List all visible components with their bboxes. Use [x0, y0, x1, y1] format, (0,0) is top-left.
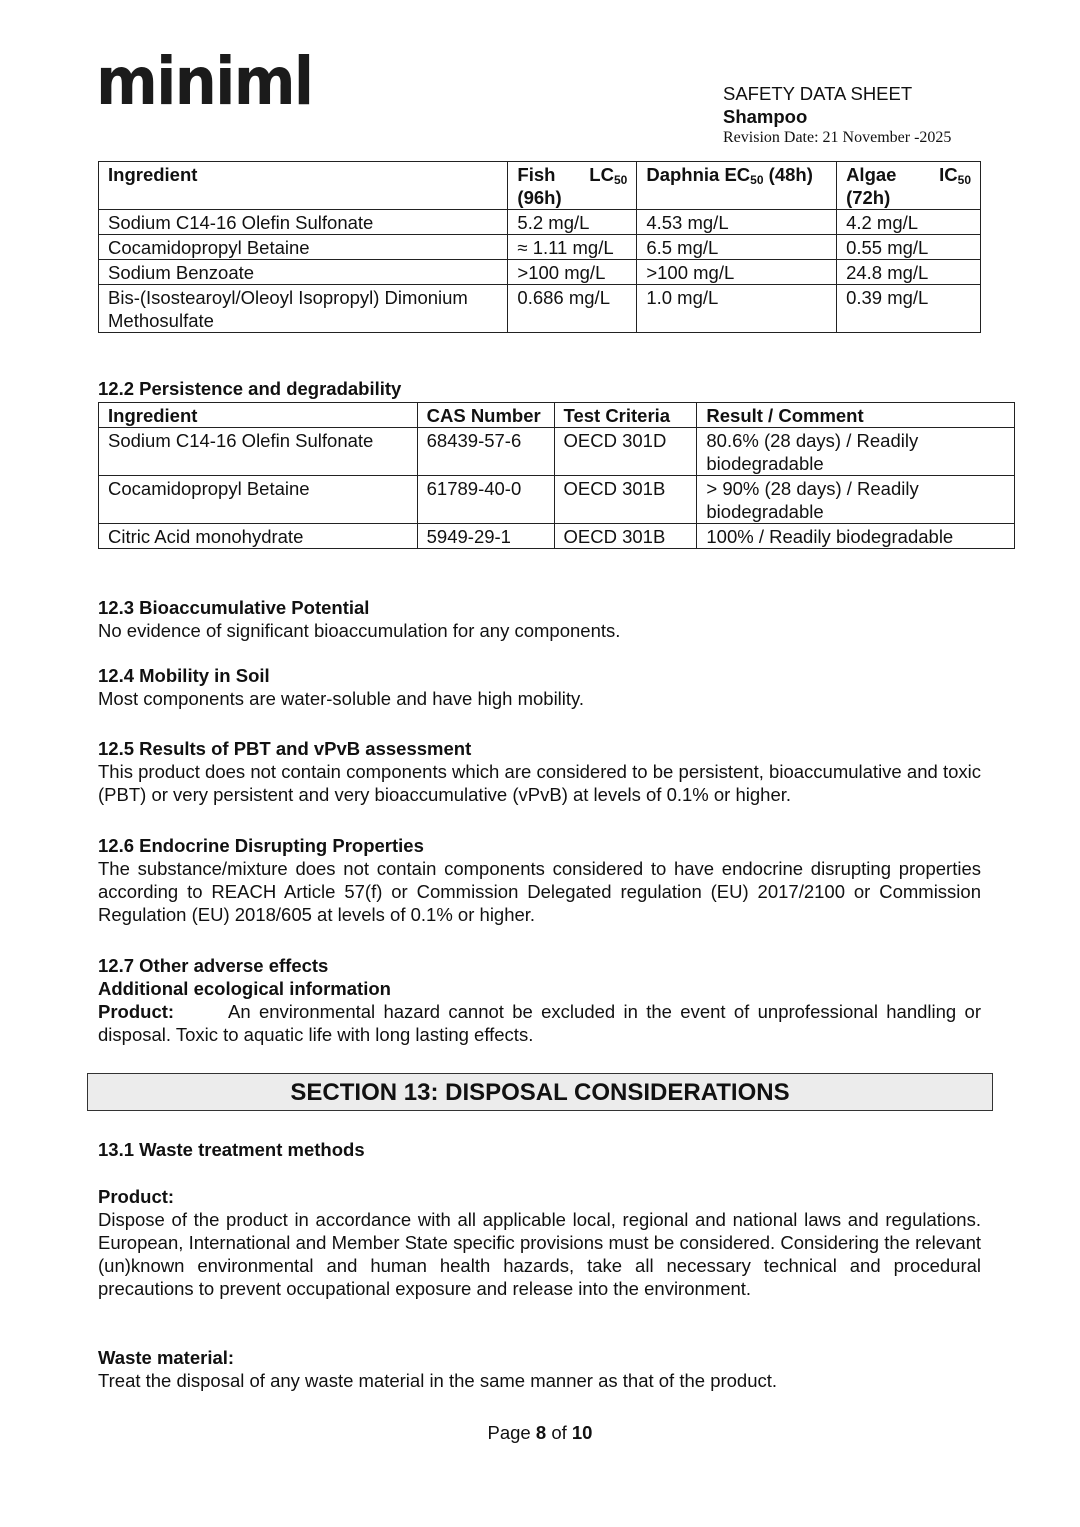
section-13-1-title: 13.1 Waste treatment methods	[98, 1139, 365, 1160]
table-cell: 68439-57-6	[417, 428, 554, 476]
section-12-4	[98, 664, 981, 710]
section-12-3-text: No evidence of significant bioaccumulation for any components.	[98, 620, 621, 641]
section-12-5-title: 12.5 Results of PBT and vPvB assessment	[98, 738, 472, 759]
toxicity-table	[98, 161, 981, 333]
col-header-result: Result / Comment	[697, 403, 1015, 428]
col-header-ingredient: Ingredient	[99, 403, 418, 428]
section-12-7	[98, 954, 981, 1046]
table-cell: ≈ 1.11 mg/L	[508, 235, 637, 260]
table-row	[99, 428, 1015, 476]
table-cell: Sodium C14-16 Olefin Sulfonate	[99, 428, 418, 476]
page-total: 10	[571, 1422, 593, 1443]
table-cell: > 90% (28 days) / Readily biodegradable	[697, 476, 1015, 524]
product-label: Product:	[98, 1186, 175, 1207]
table-cell: 1.0 mg/L	[637, 285, 837, 333]
persistence-table	[98, 402, 1015, 549]
table-cell: 5949-29-1	[417, 524, 554, 549]
table-row	[99, 260, 981, 285]
col-header-test: Test Criteria	[554, 403, 697, 428]
daphnia-label: Daphnia EC	[646, 164, 751, 185]
table-cell: Citric Acid monohydrate	[99, 524, 418, 549]
revision-date: Revision Date: 21 November -2025	[723, 129, 952, 146]
page-footer	[0, 1421, 1080, 1444]
table-cell: 0.55 mg/L	[837, 235, 981, 260]
table-cell: Bis-(Isostearoyl/Oleoyl Isopropyl) Dimonium Methosulfate	[99, 285, 508, 333]
algae-duration: (72h)	[846, 187, 891, 208]
daphnia-sub: 50	[750, 173, 764, 187]
section-12-6-title: 12.6 Endocrine Disrupting Properties	[98, 835, 424, 856]
fish-duration: (96h)	[517, 187, 562, 208]
table-cell: OECD 301D	[554, 428, 697, 476]
section-12-4-title: 12.4 Mobility in Soil	[98, 665, 270, 686]
fish-metric: LC	[589, 164, 614, 185]
section-12-3-title: 12.3 Bioaccumulative Potential	[98, 597, 370, 618]
table-cell: 24.8 mg/L	[837, 260, 981, 285]
section-12-7-title: 12.7 Other adverse effects	[98, 955, 329, 976]
table-cell: 100% / Readily biodegradable	[697, 524, 1015, 549]
col-header-cas: CAS Number	[417, 403, 554, 428]
table-cell: 0.39 mg/L	[837, 285, 981, 333]
table-row	[99, 235, 981, 260]
section-12-7-subtitle: Additional ecological information	[98, 978, 391, 999]
table-cell: Cocamidopropyl Betaine	[99, 476, 418, 524]
section-12-7-text: An environmental hazard cannot be excluded in the event of unprofessional handling or disposal. Toxic to aquatic life with long lasting effects.	[98, 1001, 981, 1045]
waste-material-text: Treat the disposal of any waste material in the same manner as that of the product.	[98, 1370, 778, 1391]
table-row	[99, 210, 981, 235]
table-cell: 4.2 mg/L	[837, 210, 981, 235]
table-cell: OECD 301B	[554, 476, 697, 524]
table-cell: OECD 301B	[554, 524, 697, 549]
algae-label: Algae	[846, 164, 897, 185]
col-header-daphnia	[637, 162, 837, 210]
daphnia-duration: (48h)	[768, 164, 813, 185]
table-row	[99, 476, 1015, 524]
table-row	[99, 285, 981, 333]
section-12-7-body	[98, 1000, 981, 1046]
table-cell: 0.686 mg/L	[508, 285, 637, 333]
page-number: 8	[535, 1422, 547, 1443]
brand-logo: miniml	[96, 43, 313, 120]
of-word: of	[551, 1422, 567, 1443]
table-header-row	[99, 403, 1015, 428]
table-cell: 6.5 mg/L	[637, 235, 837, 260]
table-cell: 80.6% (28 days) / Readily biodegradable	[697, 428, 1015, 476]
table-cell: >100 mg/L	[508, 260, 637, 285]
doc-type: SAFETY DATA SHEET	[723, 83, 913, 104]
section-12-5	[98, 737, 981, 806]
page-word: Page	[487, 1422, 531, 1443]
fish-label: Fish	[517, 164, 556, 185]
table-cell: 61789-40-0	[417, 476, 554, 524]
waste-material-label: Waste material:	[98, 1347, 235, 1368]
table-cell: Sodium C14-16 Olefin Sulfonate	[99, 210, 508, 235]
table-cell: Cocamidopropyl Betaine	[99, 235, 508, 260]
product-label: Product:	[98, 1001, 175, 1022]
algae-metric: IC	[939, 164, 958, 185]
table-cell: >100 mg/L	[637, 260, 837, 285]
fish-sub: 50	[613, 173, 628, 187]
col-header-algae	[837, 162, 981, 210]
product-name: Shampoo	[723, 106, 808, 127]
table-row	[99, 524, 1015, 549]
col-header-fish	[508, 162, 637, 210]
section-13-heading: SECTION 13: DISPOSAL CONSIDERATIONS	[87, 1073, 993, 1111]
section-12-6	[98, 834, 981, 926]
section-12-2-title: 12.2 Persistence and degradability	[98, 378, 402, 399]
section-12-5-text: This product does not contain components which are considered to be persistent, bioaccumulative and toxic (PBT) or very persistent and very bioaccumulative (vPvB) at levels of 0.1% or higher.	[98, 761, 981, 805]
document-header	[723, 82, 951, 148]
table-cell: Sodium Benzoate	[99, 260, 508, 285]
section-12-4-text: Most components are water-soluble and have high mobility.	[98, 688, 585, 709]
table-header-row	[99, 162, 981, 210]
product-disposal-text: Dispose of the product in accordance with all applicable local, regional and national laws and regulations. European, International and Member State specific provisions must be considered. Considering the relevant (un)known environmental and human health hazards, take all necessary technical and procedural precautions to prevent occupational exposure and release into the environment.	[98, 1209, 981, 1299]
table-cell: 5.2 mg/L	[508, 210, 637, 235]
section-12-3	[98, 596, 981, 642]
table-cell: 4.53 mg/L	[637, 210, 837, 235]
col-header-ingredient: Ingredient	[99, 162, 508, 210]
algae-sub: 50	[957, 173, 971, 187]
section-12-6-text: The substance/mixture does not contain components considered to have endocrine disrupting properties according to REACH Article 57(f) or Commission Delegated regulation (EU) 2017/2100 or Commission Regulation (EU) 2018/605 at levels of 0.1% or higher.	[98, 858, 981, 925]
